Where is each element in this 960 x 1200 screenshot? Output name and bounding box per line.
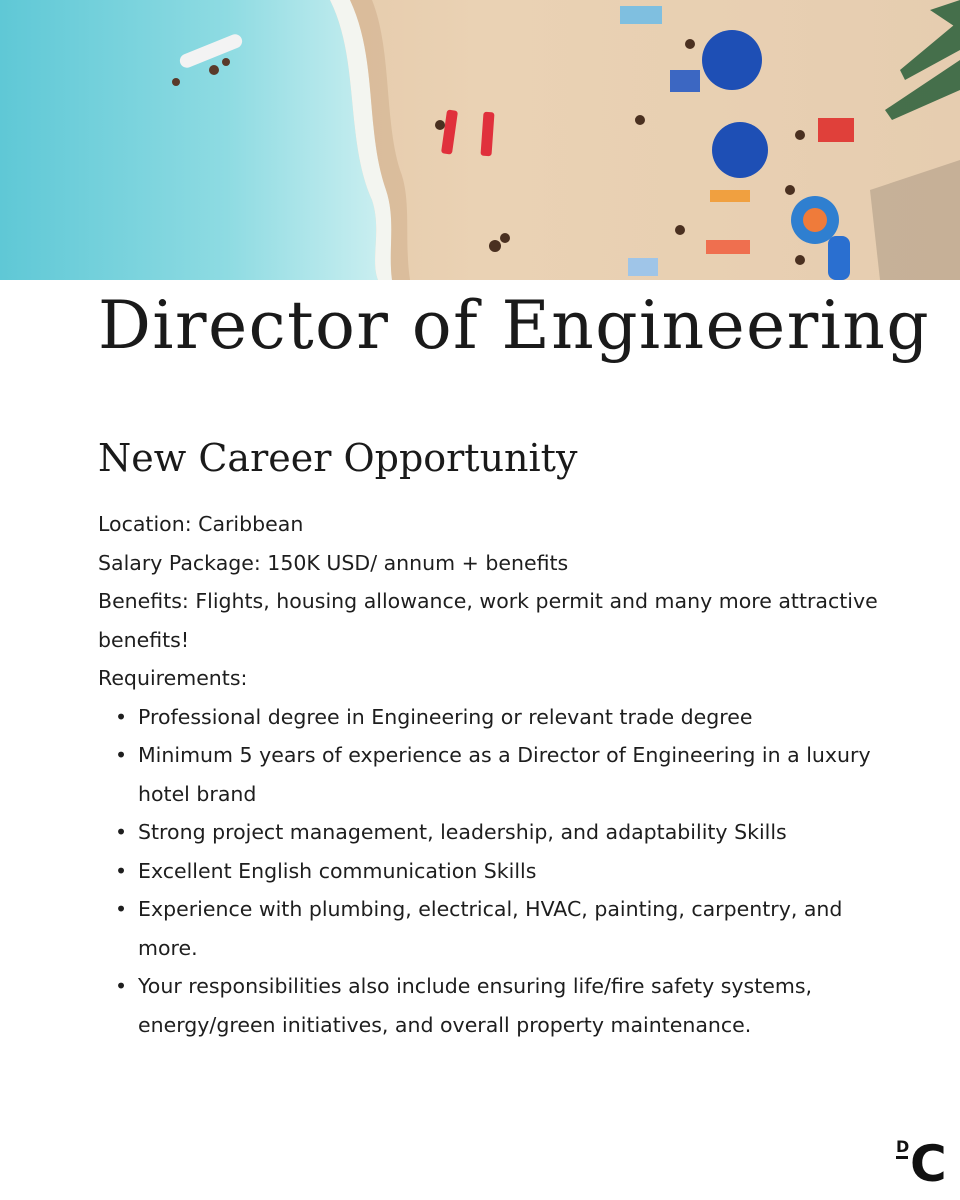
requirement-item: • Professional degree in Engineering or relevant trade degree [138, 698, 888, 737]
dc-logo [895, 1125, 947, 1185]
salary-text: Salary Package: 150K USD/ annum + benefits [98, 550, 569, 575]
requirement-item: • Minimum 5 years of experience as a Director of Engineering in a luxury hotel brand [138, 736, 888, 813]
job-subtitle: New Career Opportunity [98, 436, 578, 480]
requirement-item: • Experience with plumbing, electrical, HVAC, painting, carpentry, and more. [138, 890, 888, 967]
logo-small-letter: D [896, 1137, 910, 1156]
job-title: Director of Engineering [98, 287, 931, 364]
requirement-item: • Strong project management, leadership, and adaptability Skills [138, 813, 888, 852]
requirement-item: • Your responsibilities also include ensuring life/fire safety systems, energy/green initiatives, and overall property maintenance. [138, 967, 888, 1044]
location-text: Location: Caribbean [98, 512, 304, 536]
requirements-list [98, 698, 888, 1045]
beach-hero-image [0, 0, 960, 280]
benefits-text: Benefits: Flights, housing allowance, work permit and many more attractive benefits! [98, 589, 878, 652]
sea-area [0, 0, 378, 280]
requirement-item: • Excellent English communication Skills [138, 852, 888, 891]
job-details [98, 505, 888, 1044]
requirements-heading: Requirements: [98, 666, 248, 690]
logo-big-letter: C [910, 1135, 947, 1185]
logo-underline [896, 1156, 908, 1159]
